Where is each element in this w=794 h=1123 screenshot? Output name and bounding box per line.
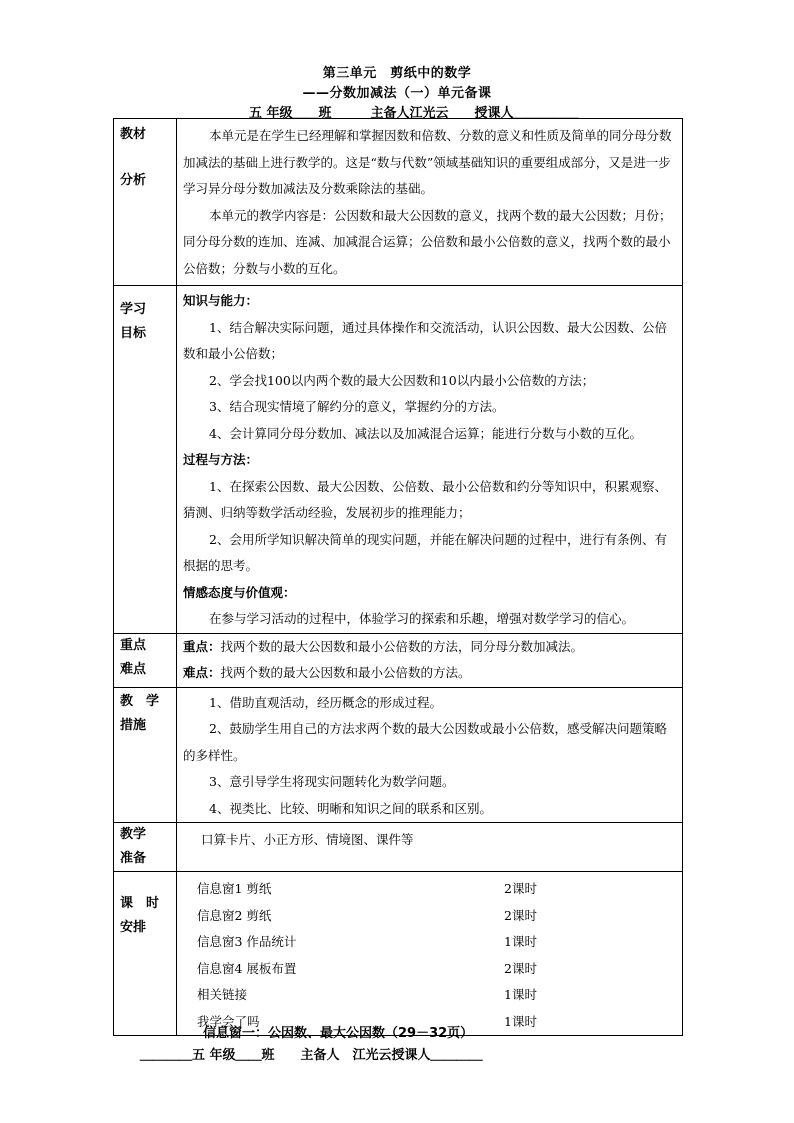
schedule-item: 信息窗4 展板布置 [197,960,297,976]
schedule-item: 我学会了吗 [197,1013,260,1029]
label-text: 重点 [120,637,147,653]
difficulty-label: 难点： [183,665,221,680]
label-text: 目标 [120,326,147,341]
label-text: 安排 [120,920,147,935]
schedule-item: 信息窗2 剪纸 [197,907,272,923]
label-text: 措施 [120,717,147,733]
label-text: 课 时 [120,896,160,911]
row-measures [114,687,683,823]
page-subtitle: ——分数加减法（一）单元备课 [302,86,492,101]
schedule-hours: 2课时 [504,960,537,976]
paragraph: 2、会用所学知识解决简单的现实问题，并能在解决问题的过程中，进行有条例、有根据的思考。 [183,531,667,573]
schedule-row [183,903,537,930]
label-text: 教 学 [120,693,160,709]
schedule-hours: 1课时 [504,1013,537,1029]
label-text: 分析 [120,173,147,188]
label-measures [114,687,177,823]
paragraph: 2、学会找100以内两个数的最大公因数和10以内最小公倍数的方法； [209,372,595,388]
row-key [114,633,683,687]
content-schedule [177,872,683,1036]
page-title: 第三单元 剪纸中的数学 [322,66,472,81]
key-label: 重点： [183,638,221,654]
schedule-row [183,982,537,1009]
paragraph: 3、结合现实情境了解约分的意义，掌握约分的方法。 [209,399,505,414]
schedule-hours: 2课时 [504,907,537,923]
label-analysis [114,119,177,286]
label-text: 准备 [120,851,147,866]
heading: 知识与能力： [183,293,259,308]
paragraph: 4、视类比、比较、明晰和知识之间的联系和区别。 [209,800,492,816]
paragraph: 1、在探索公因数、最大公因数、公倍数、最小公倍数和约分等知识中，积累观察、猜测、归纳等数学活动经验，发展初步的推理能力； [183,478,667,520]
content-analysis [177,119,683,286]
row-goals [114,286,683,634]
label-text: 难点 [120,661,147,677]
label-text: 教材 [120,127,147,142]
label-text: 学习 [120,302,147,317]
schedule-item: 信息窗3 作品统计 [197,934,297,949]
heading: 情感态度与价值观： [183,584,296,600]
footer-grade-line: ＿＿＿＿五 年级＿＿班 主备人 江光云授课人＿＿＿＿ [140,1048,483,1063]
schedule-row [183,929,537,956]
label-key [114,633,177,687]
heading: 过程与方法： [183,452,259,467]
paragraph: 1、结合解决实际问题，通过具体操作和交流活动，认识公因数、最大公因数、公倍数和最小公倍数； [183,319,667,361]
paragraph: 本单元是在学生已经理解和掌握因数和倍数、分数的意义和性质及简单的同分母分数加减法的基础上进行教学的。这是“数与代数”领域基础知识的重要组成部分，又是进一步学习异分母分数加减法及分数乘除法的基础。 [183,128,672,196]
content-goals [177,286,683,634]
difficulty-text: 找两个数的最大公因数和最小公倍数的方法。 [220,665,471,680]
row-schedule [114,872,683,1036]
schedule-row [183,956,537,983]
paragraph: 口算卡片、小正方形、情境图、课件等 [201,832,414,847]
content-prep [177,823,683,872]
paragraph: 2、鼓励学生用自己的方法求两个数的最大公因数或最小公倍数，感受解决问题策略的多样性。 [183,721,667,763]
label-schedule [114,872,177,1036]
grade-line: 五 年级＿＿班 主备人江光云 授课人＿＿＿＿＿ [236,106,579,121]
paragraph: 3、意引导学生将现实问题转化为数学问题。 [209,774,455,789]
schedule-row [183,876,537,903]
schedule-hours: 2课时 [504,881,537,896]
schedule-hours: 1课时 [504,934,537,949]
label-goals [114,286,177,634]
paragraph: 4、会计算同分母分数加、减法以及加减混合运算；能进行分数与小数的互化。 [209,425,642,441]
row-prep [114,823,683,872]
lesson-plan-table [113,118,683,1036]
content-measures [177,687,683,823]
schedule-hours: 1课时 [504,987,537,1002]
label-text: 教学 [120,827,147,842]
row-analysis [114,119,683,286]
key-text: 找两个数的最大公因数和最小公倍数的方法，同分母分数加减法。 [220,638,584,654]
paragraph: 1、借助直观活动，经历概念的形成过程。 [209,694,442,710]
paragraph: 在参与学习活动的过程中，体验学习的探索和乐趣，增强对数学学习的信心。 [209,611,635,626]
label-prep [114,823,177,872]
schedule-item: 相关链接 [197,987,248,1002]
schedule-item: 信息窗1 剪纸 [197,881,272,896]
paragraph: 本单元的教学内容是：公因数和最大公因数的意义，找两个数的最大公因数；月份；同分母分数的连加、连减、加减混合运算；公倍数和最小公倍数的意义，找两个数的最小公倍数；分数与小数的互化。 [183,207,672,276]
footer-title: 信息窗一：公因数、最大公因数（29－32页） [203,1026,474,1041]
content-key [177,633,683,687]
